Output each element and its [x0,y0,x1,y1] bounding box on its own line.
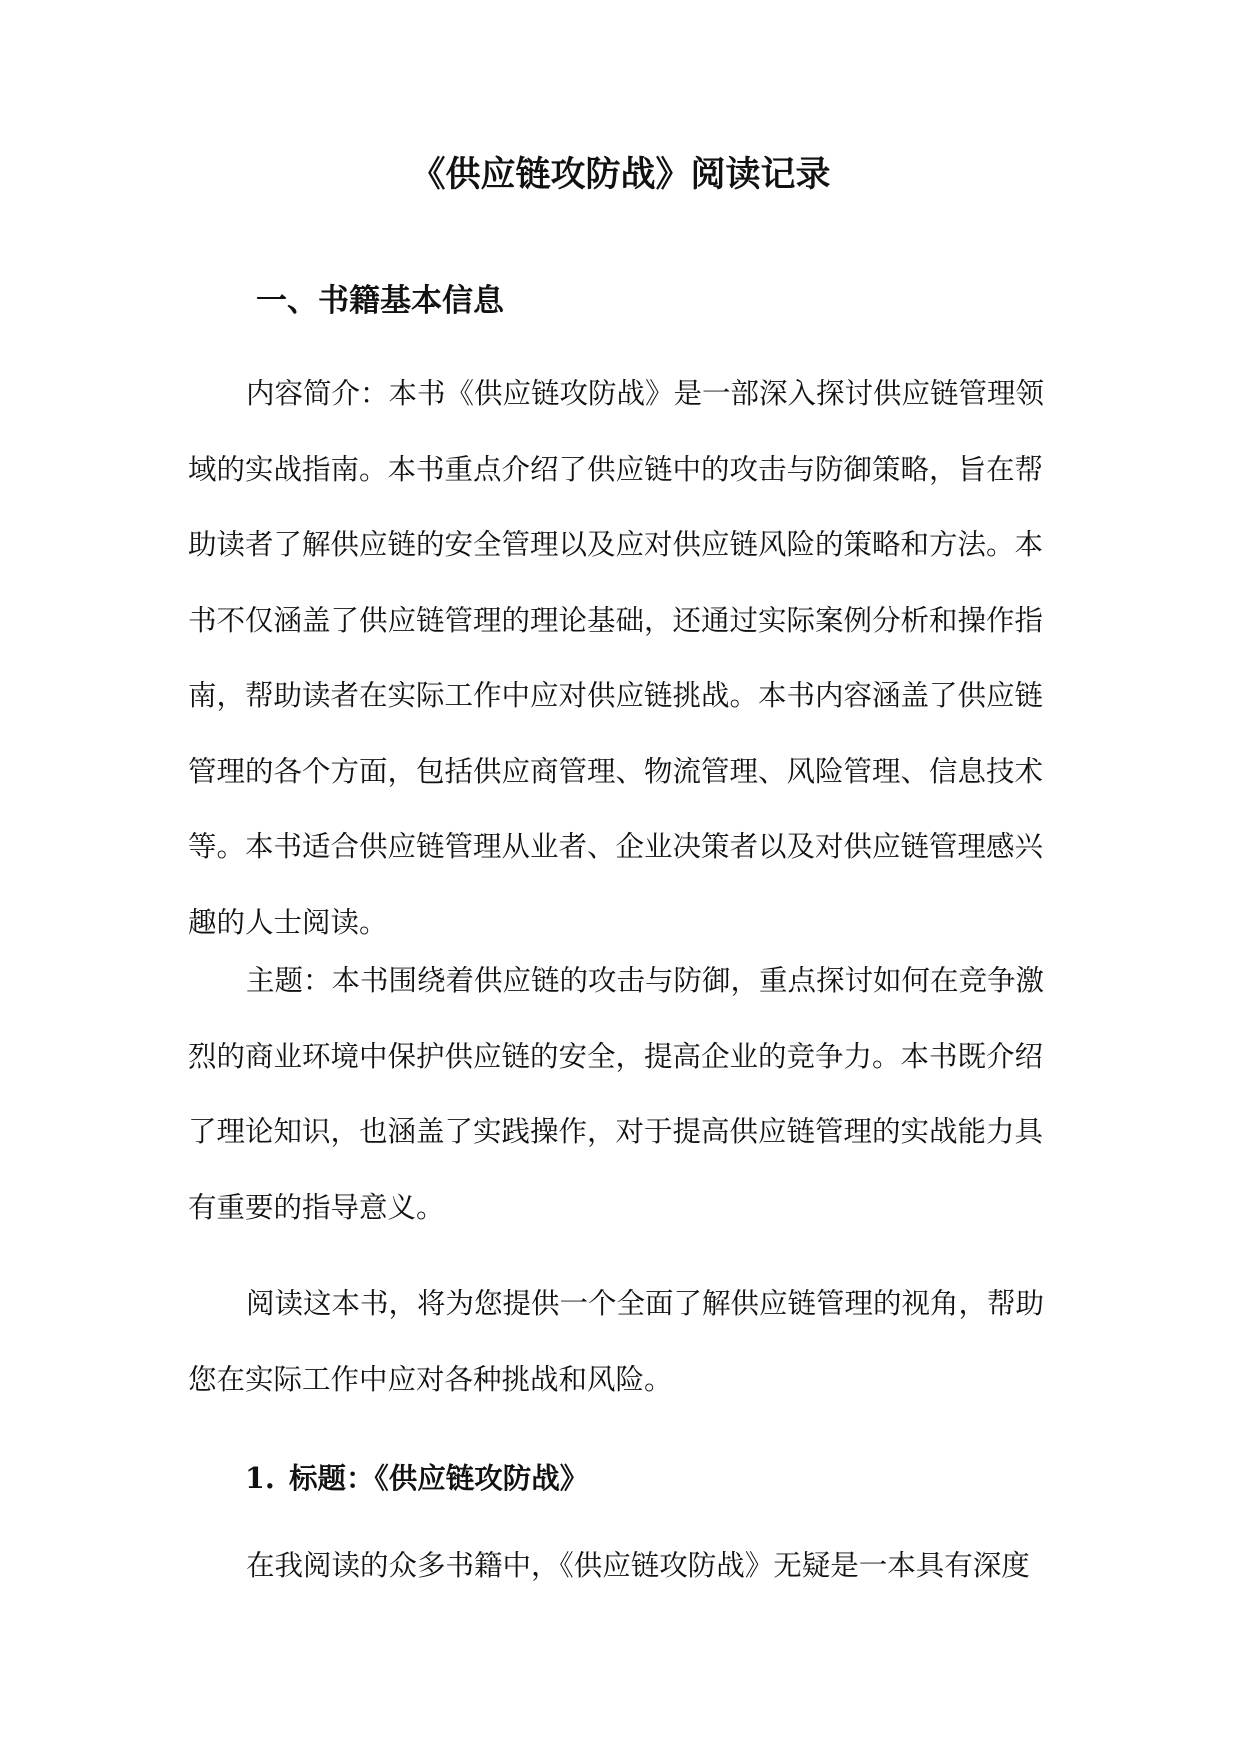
subsection-number: 1. [245,1461,275,1495]
paragraph-content-summary [188,356,1056,960]
paragraph-line: 趣的人士阅读。 [188,905,388,939]
paragraph-line: 您在实际工作中应对各种挑战和风险。 [188,1362,673,1396]
paragraph-line: 南，帮助读者在实际工作中应对供应链挑战。本书内容涵盖了供应链 [188,679,1044,712]
subsection-heading [245,1456,588,1500]
paragraph-reading-value [188,1266,1056,1417]
paragraph-line: 域的实战指南。本书重点介绍了供应链中的攻击与防御策略，旨在帮 [188,452,1044,486]
paragraph-line: 烈的商业环境中保护供应链的安全，提高企业的竞争力。本书既介绍 [188,1039,1044,1073]
paragraph-line: 有重要的指导意义。 [188,1190,445,1224]
paragraph-line: 了理论知识，也涵盖了实践操作，对于提高供应链管理的实战能力具 [188,1115,1044,1148]
section-heading: 一、书籍基本信息 [256,283,504,319]
paragraph-line: 内容简介：本书《供应链攻防战》是一部深入探讨供应链管理领 [246,377,1045,410]
paragraph-line: 等。本书适合供应链管理从业者、企业决策者以及对供应链管理感兴 [188,830,1044,863]
paragraph-line: 阅读这本书，将为您提供一个全面了解供应链管理的视角，帮助 [246,1287,1045,1320]
paragraph-line: 书不仅涵盖了供应链管理的理论基础，还通过实际案例分析和操作指 [188,603,1044,637]
document-title: 《供应链攻防战》阅读记录 [410,154,831,195]
paragraph-theme [188,943,1056,1245]
paragraph-line: 助读者了解供应链的安全管理以及应对供应链风险的策略和方法。本 [188,528,1044,561]
subsection-title: 标题：《供应链攻防战》 [289,1461,589,1495]
paragraph-line: 管理的各个方面，包括供应商管理、物流管理、风险管理、信息技术 [188,754,1044,788]
paragraph-subsection-intro [188,1528,1056,1604]
paragraph-line: 在我阅读的众多书籍中，《供应链攻防战》无疑是一本具有深度 [246,1549,1030,1582]
paragraph-line: 主题：本书围绕着供应链的攻击与防御，重点探讨如何在竞争激 [246,964,1045,997]
